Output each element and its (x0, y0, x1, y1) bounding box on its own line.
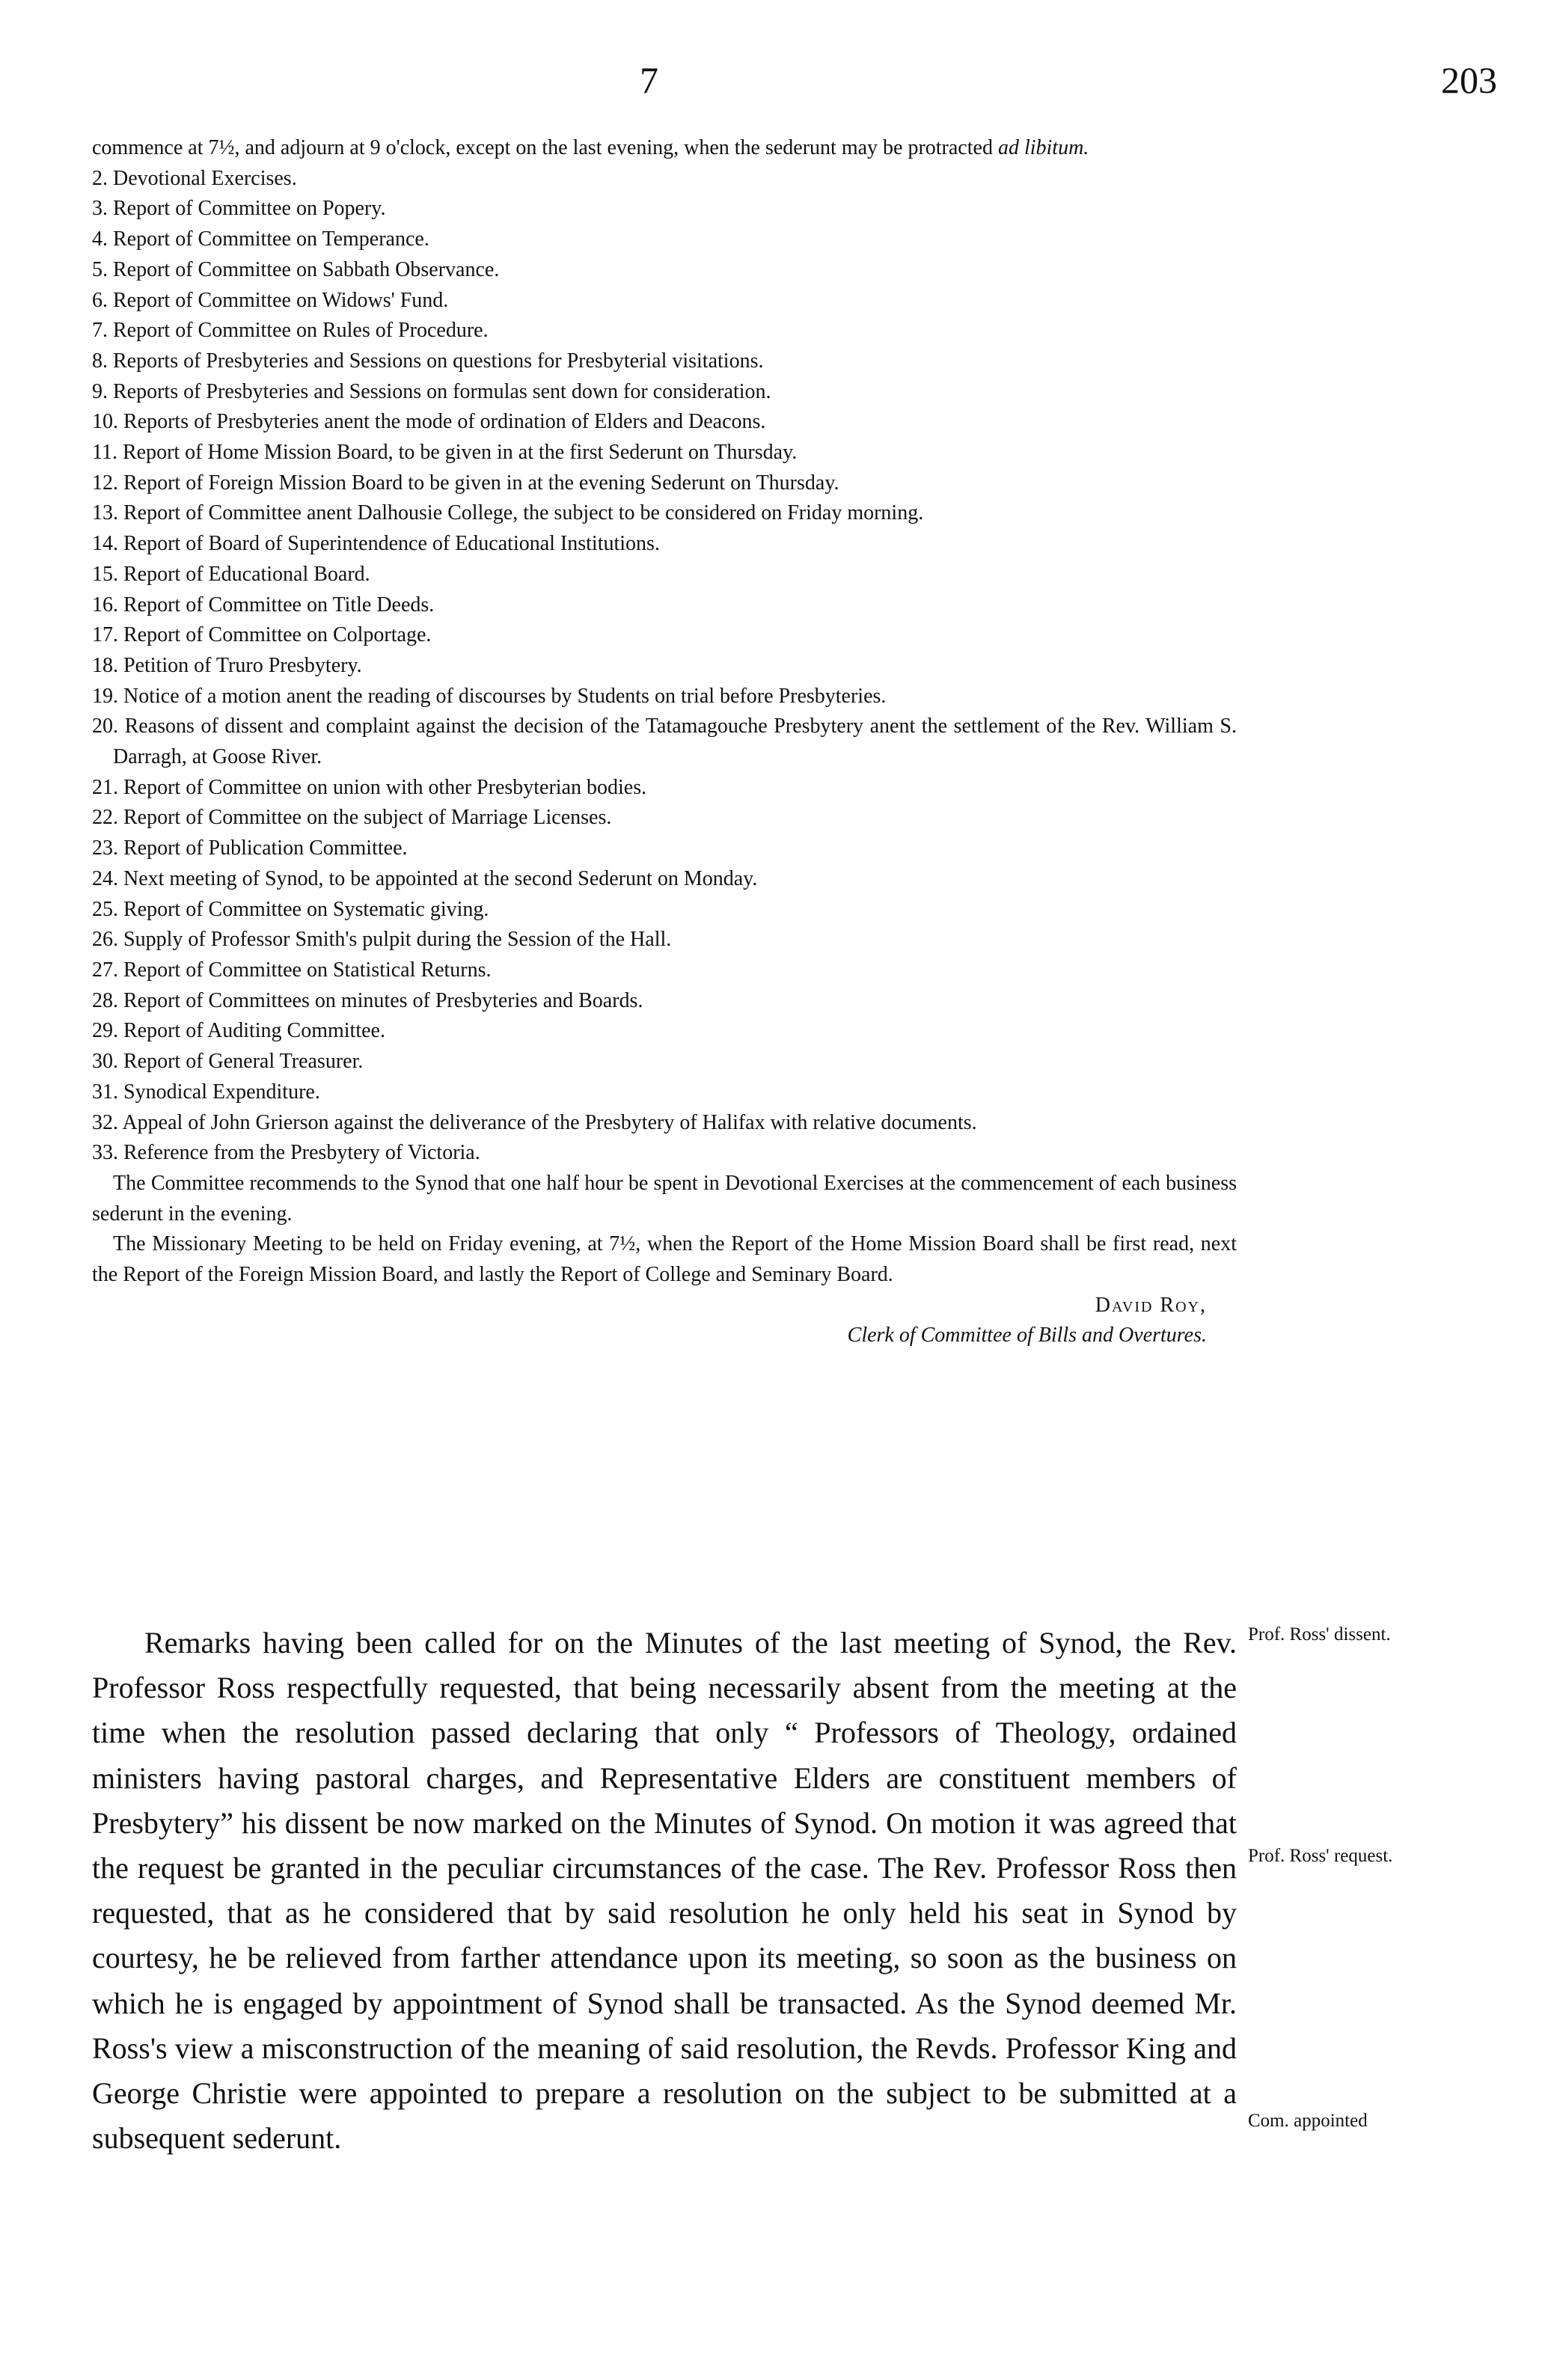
agenda-item: 22. Report of Committee on the subject of Marriage Licenses. (92, 806, 612, 830)
agenda-intro (92, 133, 1237, 164)
agenda-item: 23. Report of Publication Committee. (92, 836, 408, 860)
page-number-right: 203 (1441, 59, 1497, 101)
agenda-item: 20. Reasons of dissent and complaint against the decision of the Tatamagouche Presbytery anent the settlement of the Rev. William S. Darragh, at Goose River. (92, 715, 1237, 769)
agenda-item: 27. Report of Committee on Statistical Returns. (92, 958, 492, 982)
committee-recommendation: The Committee recommends to the Synod that one half hour be spent in Devotional Exercises at the commencement of each business sederunt in the evening. (92, 1171, 1237, 1226)
margin-note-dissent: Prof. Ross' dissent. (1248, 1624, 1391, 1645)
agenda-item: 4. Report of Committee on Temperance. (92, 227, 429, 251)
minutes-paragraph: Remarks having been called for on the Minutes of the last meeting of Synod, the Rev. Professor Ross respectfully requested, that being necessarily absent from the meeting at the time when the resolution passed declaring that only “ Professors of Theology, ordained ministers having pastoral charges, and Representative Elders are constituent members of Presbytery” his dissent be now marked on the Minutes of Synod. On motion it was agreed that the request be granted in the peculiar circumstances of the case. The Rev. Professor Ross then requested, that as he considered that by said resolution he only held his seat in Synod by courtesy, he be relieved from farther attendance upon its meeting, so soon as the business on which he is engaged by appointment of Synod shall be transacted. As the Synod deemed Mr. Ross's view a misconstruction of the meaning of said resolution, the Revds. Professor King and George Christie were appointed to prepare a resolution on the subject to be submitted at a subsequent sederunt. (92, 1626, 1237, 2156)
agenda-item: 28. Report of Committees on minutes of Presbyteries and Boards. (92, 988, 643, 1012)
agenda-item: 31. Synodical Expenditure. (92, 1080, 320, 1104)
agenda-item: 3. Report of Committee on Popery. (92, 197, 386, 221)
agenda-item: 13. Report of Committee anent Dalhousie College, the subject to be considered on Friday morning. (92, 501, 924, 525)
minutes-section (92, 1621, 1237, 2161)
agenda-intro-text: commence at 7½, and adjourn at 9 o'clock, except on the last evening, when the sederunt may be protracted (92, 136, 993, 159)
margin-note-request: Prof. Ross' request. (1248, 1846, 1393, 1866)
margin-note-committee: Com. appointed (1248, 2111, 1368, 2131)
agenda-item: 24. Next meeting of Synod, to be appointed at the second Sederunt on Monday. (92, 866, 758, 890)
signature-title: Clerk of Committee of Bills and Overtures. (847, 1324, 1207, 1347)
signature-name-text: David Roy, (1095, 1293, 1207, 1317)
agenda-item: 29. Report of Auditing Committee. (92, 1019, 385, 1043)
agenda-item: 18. Petition of Truro Presbytery. (92, 653, 362, 677)
agenda-item: 19. Notice of a motion anent the reading of discourses by Students on trial before Presbyteries. (92, 684, 887, 708)
agenda-item: 14. Report of Board of Superintendence of Educational Institutions. (92, 532, 660, 556)
agenda-item: 17. Report of Committee on Colportage. (92, 623, 432, 647)
missionary-meeting: The Missionary Meeting to be held on Friday evening, at 7½, when the Report of the Home Mission Board shall be first read, next the Report of the Foreign Mission Board, and lastly the Report of College and Seminary Board. (92, 1232, 1237, 1287)
agenda-item: 16. Report of Committee on Title Deeds. (92, 593, 435, 617)
agenda-item: 33. Reference from the Presbytery of Victoria. (92, 1141, 480, 1165)
agenda-item: 9. Reports of Presbyteries and Sessions on formulas sent down for consideration. (92, 379, 771, 403)
agenda-intro-italic: ad libitum. (997, 136, 1089, 159)
agenda-item: 12. Report of Foreign Mission Board to be given in at the evening Sederunt on Thursday. (92, 471, 839, 495)
page-number-left: 7 (640, 59, 658, 101)
agenda-item: 2. Devotional Exercises. (92, 166, 297, 190)
agenda-item: 5. Report of Committee on Sabbath Observance. (92, 257, 500, 281)
agenda-item: 10. Reports of Presbyteries anent the mode of ordination of Elders and Deacons. (92, 410, 766, 434)
agenda-item: 11. Report of Home Mission Board, to be given in at the first Sederunt on Thursday. (92, 441, 798, 465)
agenda-item: 30. Report of General Treasurer. (92, 1050, 364, 1074)
agenda-list (92, 164, 1237, 1169)
agenda-item: 21. Report of Committee on union with other Presbyterian bodies. (92, 775, 647, 799)
agenda-item: 25. Report of Committee on Systematic giving. (92, 897, 489, 921)
agenda-item: 15. Report of Educational Board. (92, 562, 370, 586)
agenda-item: 7. Report of Committee on Rules of Procedure. (92, 319, 489, 343)
agenda-section (92, 133, 1237, 1351)
agenda-item: 6. Report of Committee on Widows' Fund. (92, 288, 449, 312)
agenda-item: 8. Reports of Presbyteries and Sessions on questions for Presbyterial visitations. (92, 349, 764, 373)
signature-name (92, 1291, 1237, 1321)
agenda-item: 26. Supply of Professor Smith's pulpit during the Session of the Hall. (92, 928, 672, 952)
agenda-item: 32. Appeal of John Grierson against the deliverance of the Presbytery of Halifax with relative documents. (92, 1110, 977, 1134)
